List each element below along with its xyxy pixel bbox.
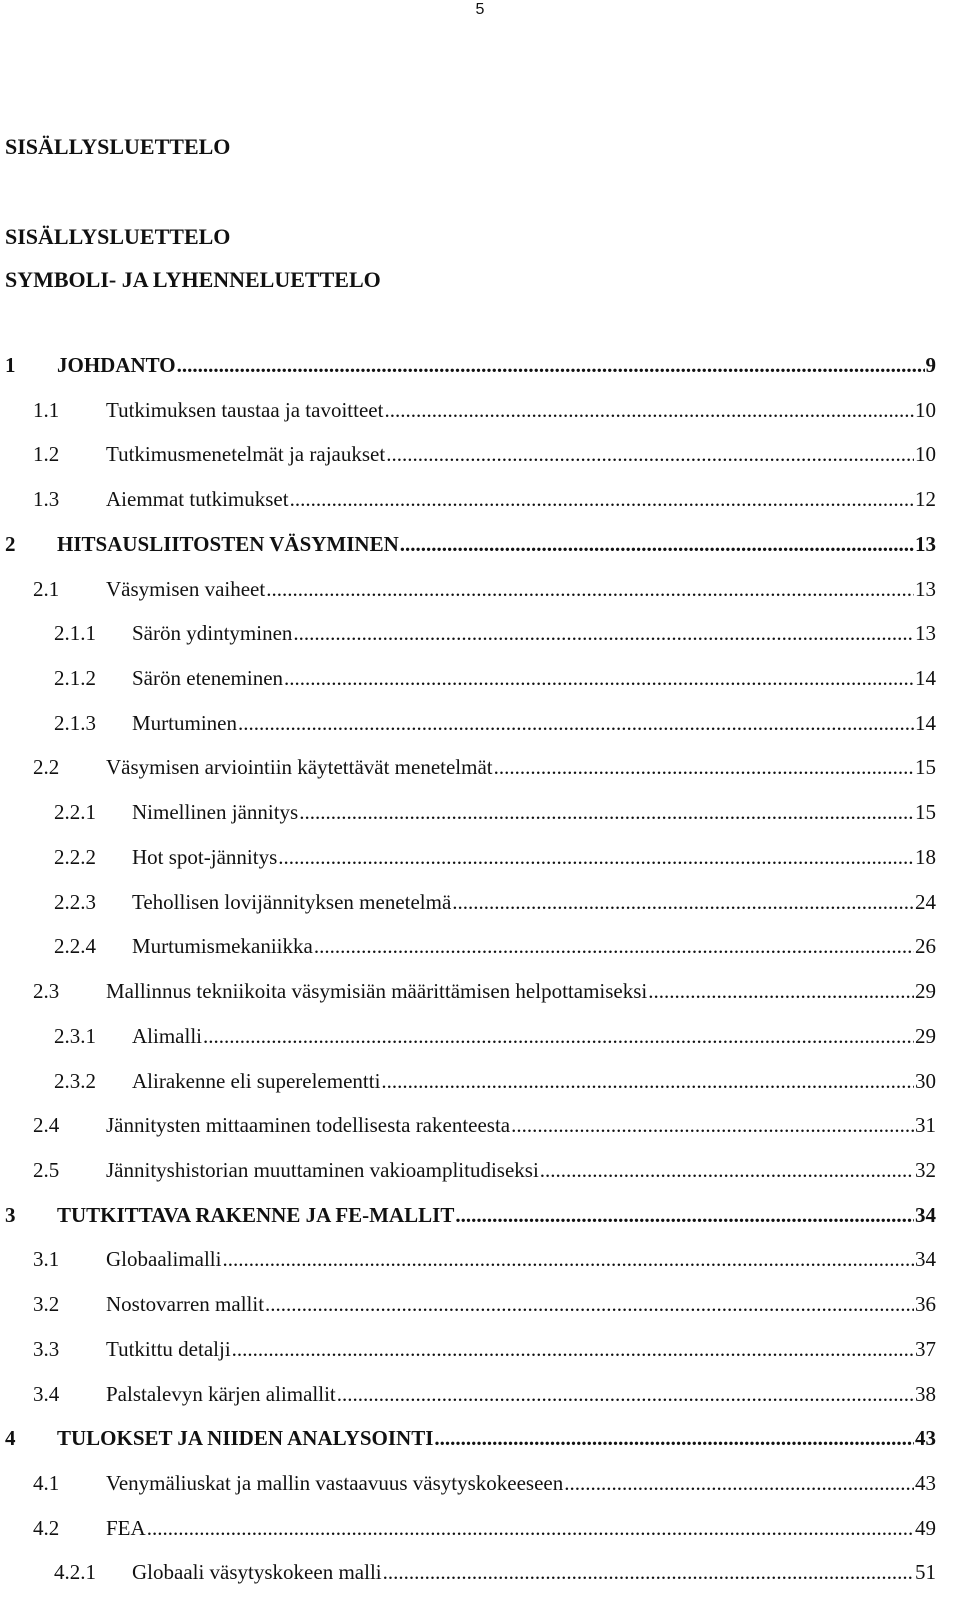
toc-entry-title: TUTKITTAVA RAKENNE JA FE-MALLIT <box>57 1202 455 1227</box>
toc-entry-page: 31 <box>915 1113 936 1138</box>
dot-leader <box>278 843 914 871</box>
toc-entry-number: 1 <box>5 353 16 377</box>
toc-entry-title-line <box>132 932 914 960</box>
toc-entry-title-line <box>106 1335 914 1363</box>
toc-entry-title: Venymäliuskat ja mallin vastaavuus väsytyskokeeseen <box>106 1470 564 1495</box>
toc-entry[interactable] <box>0 1335 960 1380</box>
toc-entry-title-line <box>132 619 914 647</box>
toc-entry[interactable] <box>0 1245 960 1290</box>
toc-entry[interactable] <box>0 798 960 843</box>
toc-entry[interactable] <box>0 1067 960 1112</box>
toc-entry[interactable] <box>0 1424 960 1469</box>
toc-entry-number: 1.3 <box>33 487 60 512</box>
toc-entry-title-line <box>106 485 914 513</box>
toc-entry[interactable] <box>0 485 960 530</box>
toc-entry[interactable] <box>0 1469 960 1514</box>
toc-entry-number: 2.1.3 <box>54 710 96 735</box>
dot-leader <box>648 977 914 1005</box>
toc-entry-title: Nostovarren mallit <box>106 1292 265 1317</box>
toc-entry-number: 1.2 <box>33 442 60 467</box>
toc-entry[interactable] <box>0 351 960 396</box>
toc-entry[interactable] <box>0 575 960 620</box>
dot-leader <box>540 1156 914 1184</box>
toc-entry-page: 43 <box>915 1470 936 1495</box>
toc-entry[interactable] <box>0 664 960 709</box>
dot-leader <box>299 798 914 826</box>
toc-entry[interactable] <box>0 932 960 977</box>
toc-entry-page: 32 <box>915 1157 936 1182</box>
toc-entry[interactable] <box>0 1514 960 1559</box>
toc-entry-contents: SISÄLLYSLUETTELO <box>5 224 231 249</box>
dot-leader <box>384 396 914 424</box>
toc-entry-title: Murtuminen <box>132 710 237 735</box>
toc-entry-title: Tutkimuksen taustaa ja tavoitteet <box>106 397 384 422</box>
toc-entry[interactable] <box>0 1022 960 1067</box>
toc-entry[interactable] <box>0 1380 960 1425</box>
dot-leader <box>266 575 914 603</box>
toc-entry[interactable] <box>0 1111 960 1156</box>
toc-entry-title-line <box>132 1558 914 1586</box>
toc-entry-page: 30 <box>915 1068 936 1093</box>
toc-entry-title: HITSAUSLIITOSTEN VÄSYMINEN <box>57 531 399 556</box>
dot-leader <box>400 530 914 558</box>
dot-leader <box>455 1201 914 1229</box>
toc-entry-number: 1.1 <box>33 397 60 422</box>
toc-entry-page: 49 <box>915 1515 936 1540</box>
toc-entry-title-line <box>132 1067 914 1095</box>
dot-leader <box>564 1469 914 1497</box>
toc-entry[interactable] <box>0 1558 960 1603</box>
dot-leader <box>238 709 914 737</box>
toc-entry-number: 4.1 <box>33 1470 60 1495</box>
toc-entry[interactable] <box>0 1201 960 1246</box>
dot-leader <box>177 351 925 379</box>
toc-entry-title-line <box>106 1290 914 1318</box>
toc-entry-page: 14 <box>915 710 936 735</box>
toc-entry-title: Globaalimalli <box>106 1247 222 1272</box>
toc-entry-title-line <box>106 977 914 1005</box>
toc-entry[interactable] <box>0 440 960 485</box>
dot-leader <box>232 1335 914 1363</box>
toc-entry-number: 2.2 <box>33 755 60 780</box>
toc-entry-page: 13 <box>915 576 936 601</box>
toc-entry-title: Alimalli <box>132 1023 202 1048</box>
toc-entry[interactable] <box>0 619 960 664</box>
dot-leader <box>337 1380 914 1408</box>
toc-entry-title: JOHDANTO <box>57 353 176 377</box>
dot-leader <box>284 664 914 692</box>
dot-leader <box>494 753 914 781</box>
toc-entry-page: 36 <box>915 1292 936 1317</box>
toc-entry-title-line <box>132 664 914 692</box>
toc-entry-title-line <box>106 1156 914 1184</box>
toc-entry-title-line <box>106 575 914 603</box>
toc-entry-page: 34 <box>915 1247 936 1272</box>
toc-entry-page: 12 <box>915 487 936 512</box>
toc-entry-number: 2.3.1 <box>54 1023 96 1048</box>
toc-entry-title-line <box>106 1469 914 1497</box>
toc-entry-page: 24 <box>915 889 936 914</box>
toc-entry-title: Tutkimusmenetelmät ja rajaukset <box>106 442 386 467</box>
dot-leader <box>383 1558 914 1586</box>
toc-entry[interactable] <box>0 977 960 1022</box>
toc-entry-number: 2.2.1 <box>54 800 96 825</box>
table-of-contents <box>0 351 960 1603</box>
toc-entry-page: 51 <box>915 1560 936 1585</box>
toc-entry-title: Tehollisen lovijännityksen menetelmä <box>132 889 452 914</box>
toc-entry-page: 10 <box>915 397 936 422</box>
toc-entry-page: 15 <box>915 800 936 825</box>
toc-entry-title: Jännitysten mittaaminen todellisesta rakenteesta <box>106 1113 511 1138</box>
toc-entry-number: 4 <box>5 1426 16 1451</box>
toc-entry-page: 43 <box>915 1426 936 1451</box>
toc-entry-number: 2.1 <box>33 576 60 601</box>
toc-entry-number: 2.1.2 <box>54 666 96 691</box>
toc-entry-number: 2.1.1 <box>54 621 96 646</box>
dot-leader <box>511 1111 914 1139</box>
toc-entry-title-line <box>57 530 914 558</box>
toc-entry-title: Hot spot-jännitys <box>132 844 278 869</box>
toc-entry-title: TULOKSET JA NIIDEN ANALYSOINTI <box>57 1426 434 1451</box>
toc-entry-title: Särön eteneminen <box>132 666 284 691</box>
toc-entry-title: Palstalevyn kärjen alimallit <box>106 1381 336 1406</box>
toc-entry-title: Murtumismekaniikka <box>132 934 313 959</box>
toc-entry-title-line <box>57 351 925 379</box>
toc-entry-title-line <box>132 888 914 916</box>
dot-leader <box>293 619 914 647</box>
toc-entry-number: 3.3 <box>33 1336 60 1361</box>
toc-entry-page: 15 <box>915 755 936 780</box>
toc-entry[interactable] <box>0 709 960 754</box>
toc-entry-title-line <box>57 1201 914 1229</box>
toc-entry-title-line <box>106 1380 914 1408</box>
toc-entry-title-line <box>57 1424 914 1452</box>
toc-entry[interactable] <box>0 530 960 575</box>
toc-entry-title: Särön ydintyminen <box>132 621 293 646</box>
toc-entry-number: 3.1 <box>33 1247 60 1272</box>
toc-entry[interactable] <box>0 1290 960 1335</box>
dot-leader <box>203 1022 914 1050</box>
toc-entry-number: 2.3 <box>33 979 60 1004</box>
toc-entry[interactable] <box>0 843 960 888</box>
toc-entry-title: Väsymisen vaiheet <box>106 576 266 601</box>
toc-entry-page: 9 <box>925 353 936 377</box>
toc-entry-title-line <box>132 709 914 737</box>
toc-entry-number: 2.2.2 <box>54 844 96 869</box>
toc-entry-title-line <box>132 798 914 826</box>
toc-entry-title: Aiemmat tutkimukset <box>106 487 289 512</box>
toc-entry-title: FEA <box>106 1515 146 1540</box>
toc-entry[interactable] <box>0 1156 960 1201</box>
toc-entry-title: Tutkittu detalji <box>106 1336 231 1361</box>
toc-entry-page: 13 <box>915 531 936 556</box>
toc-entry-number: 2.5 <box>33 1157 60 1182</box>
toc-entry-page: 26 <box>915 934 936 959</box>
toc-entry-title-line <box>132 1022 914 1050</box>
toc-entry-number: 4.2 <box>33 1515 60 1540</box>
toc-entry-page: 13 <box>915 621 936 646</box>
dot-leader <box>381 1067 914 1095</box>
toc-entry-title-line <box>132 843 914 871</box>
toc-entry-number: 2.2.3 <box>54 889 96 914</box>
toc-entry-number: 3.2 <box>33 1292 60 1317</box>
toc-entry-page: 38 <box>915 1381 936 1406</box>
dot-leader <box>290 485 914 513</box>
toc-entry-page: 29 <box>915 1023 936 1048</box>
toc-entry-title-line <box>106 1245 914 1273</box>
page-number: 5 <box>475 1 485 18</box>
toc-entry-page: 29 <box>915 979 936 1004</box>
toc-entry[interactable] <box>0 753 960 798</box>
toc-entry-number: 2.3.2 <box>54 1068 96 1093</box>
toc-entry-title: Nimellinen jännitys <box>132 800 299 825</box>
toc-entry-title: Väsymisen arviointiin käytettävät menetelmät <box>106 755 493 780</box>
toc-entry-title-line <box>106 440 914 468</box>
toc-entry-title: Mallinnus tekniikoita väsymisiän määrittämisen helpottamiseksi <box>106 979 648 1004</box>
toc-entry-symbols: SYMBOLI- JA LYHENNELUETTELO <box>5 267 381 292</box>
toc-entry-number: 2.4 <box>33 1113 60 1138</box>
dot-leader <box>147 1514 914 1542</box>
toc-entry-number: 3.4 <box>33 1381 60 1406</box>
toc-entry-title-line <box>106 753 914 781</box>
toc-entry-title: Alirakenne eli superelementti <box>132 1068 381 1093</box>
dot-leader <box>434 1424 914 1452</box>
toc-entry-number: 4.2.1 <box>54 1560 96 1585</box>
toc-entry-page: 37 <box>915 1336 936 1361</box>
toc-entry-page: 34 <box>915 1202 936 1227</box>
page-title: SISÄLLYSLUETTELO <box>5 134 231 159</box>
toc-entry-title-line <box>106 1514 914 1542</box>
toc-entry-page: 14 <box>915 666 936 691</box>
dot-leader <box>222 1245 914 1273</box>
toc-entry-title-line <box>106 396 914 424</box>
dot-leader <box>314 932 914 960</box>
dot-leader <box>265 1290 914 1318</box>
toc-entry-title: Globaali väsytyskokeen malli <box>132 1560 382 1585</box>
toc-entry-number: 2.2.4 <box>54 934 96 959</box>
toc-entry-title: Jännityshistorian muuttaminen vakioamplitudiseksi <box>106 1157 539 1182</box>
dot-leader <box>452 888 914 916</box>
toc-entry[interactable] <box>0 396 960 441</box>
toc-entry[interactable] <box>0 888 960 933</box>
toc-entry-number: 3 <box>5 1202 16 1227</box>
toc-entry-page: 10 <box>915 442 936 467</box>
dot-leader <box>386 440 914 468</box>
toc-entry-page: 18 <box>915 844 936 869</box>
toc-entry-title-line <box>106 1111 914 1139</box>
toc-entry-number: 2 <box>5 531 16 556</box>
